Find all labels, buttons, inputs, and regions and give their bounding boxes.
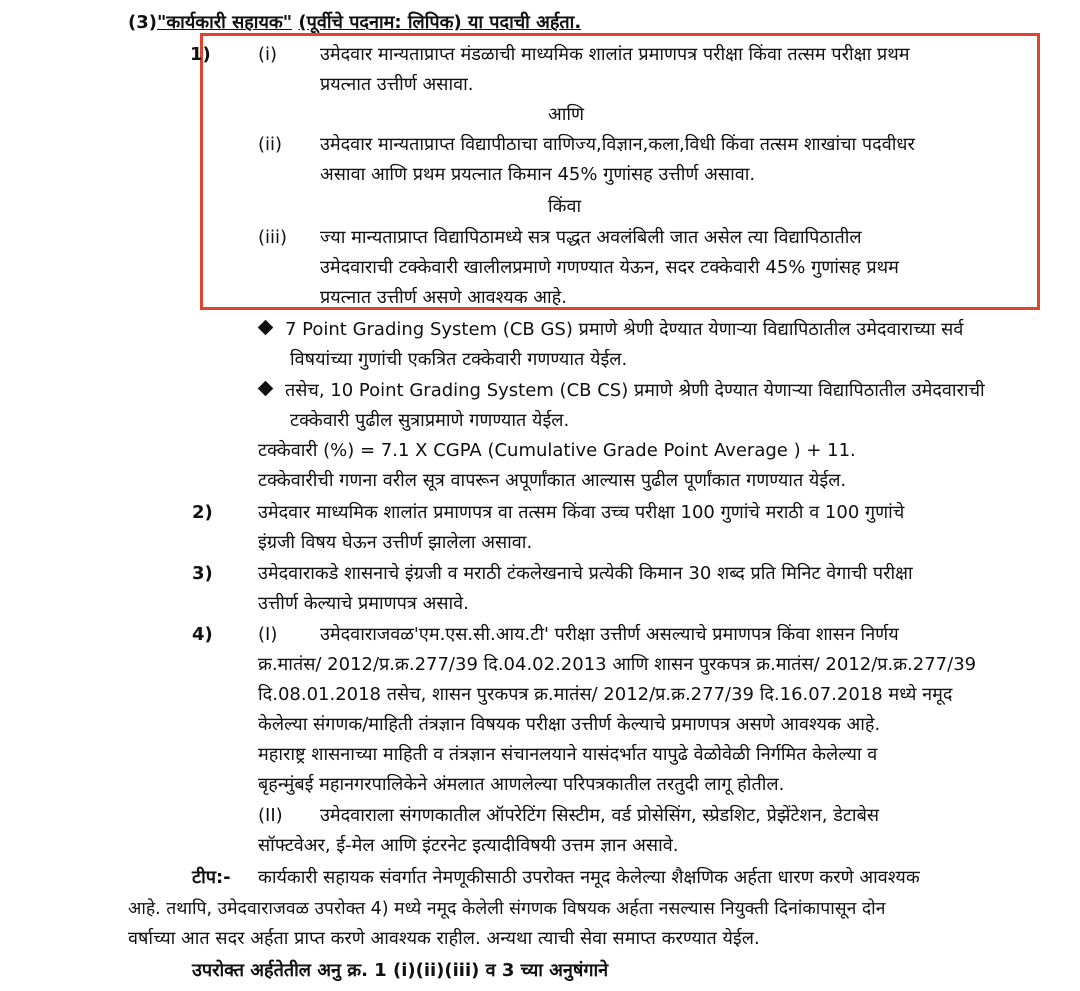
item-ii-line1: उमेदवार मान्यताप्राप्त विद्यापीठाचा वाणिज्य,विज्ञान,कला,विधी किंवा तत्सम शाखांचा पदवीधर [320,134,915,155]
item-i-line2: प्रयत्नात उत्तीर्ण असावा. [320,74,474,95]
section-2-line2: इंग्रजी विषय घेऊन उत्तीर्ण झालेला असावा. [258,532,533,553]
section-4-i-line2: क्र.मातंस/ 2012/प्र.क्र.277/39 दि.04.02.2013 आणि शासन पुरकपत्र क्र.मातंस/ 2012/प्र.क्र.277/39 [258,654,977,675]
and-connector: आणि [548,104,585,125]
item-iii-line1: ज्या मान्यताप्राप्त विद्यापिठामध्ये सत्र पद्धत अवलंबिली जात असेल त्या विद्यापिठातील [320,227,862,248]
bullet-2-line2: टक्केवारी पुढील सुत्राप्रमाणे गणण्यात येईल. [290,410,570,431]
note-line2: आहे. तथापि, उमेदवाराजवळ उपरोक्त 4) मध्ये नमूद केलेली संगणक विषयक अर्हता नसल्यास नियुक्ती दिनांकापासून दोन [128,899,886,919]
note-line3: वर्षाच्या आत सदर अर्हता प्राप्त करणे आवश्यक राहील. अन्यथा त्याची सेवा समाप्त करण्यात येईल. [128,928,760,949]
footer-heading: उपरोक्त अर्हतेतील अनु क्र. 1 (i)(ii)(iii) व 3 च्या अनुषंगाने [192,960,609,981]
section-3-line1: उमेदवाराकडे शासनाचे इंग्रजी व मराठी टंकलेखनाचे प्रत्येकी किमान 30 शब्द प्रति मिनिट वेगाची परीक्षा [258,563,913,584]
section-4-i-line6: बृहन्मुंबई महानगरपालिकेने अंमलात आणलेल्या परिपत्रकातील तरतुदी लागू होतील. [258,774,785,795]
heading-subtitle: (पूर्वीचे पदनाम: लिपिक) या पदाची अर्हता. [298,12,582,33]
item-ii-label: (ii) [258,134,283,155]
item-i-line1: उमेदवार मान्यताप्राप्त मंडळाची माध्यमिक शालांत प्रमाणपत्र परीक्षा किंवा तत्सम परीक्षा प्रथम [320,44,910,65]
section-4-marker: 4) [192,624,213,645]
section-4-i-line5: महाराष्ट्र शासनाच्या माहिती व तंत्रज्ञान संचानलयाने यासंदर्भात यापुढे वेळोवेळी निर्गमित केलेल्या व [258,744,878,765]
section-2-line1: उमेदवार माध्यमिक शालांत प्रमाणपत्र वा तत्सम किंवा उच्च परीक्षा 100 गुणांचे मराठी व 100 गुणांचे [258,502,905,523]
formula: टक्केवारी (%) = 7.1 X CGPA (Cumulative Grade Point Average ) + 11. [258,440,856,461]
bullet-1 [260,319,963,341]
section-4-i-line3: दि.08.01.2018 तसेच, शासन पुरकपत्र क्र.मातंस/ 2012/प्र.क्र.277/39 दि.16.07.2018 मध्ये नमूद [258,684,953,705]
section-4-ii-label: (II) [258,805,283,826]
section-4-i-label: (I) [258,624,278,645]
bullet-1-line1: 7 Point Grading System (CB GS) प्रमाणे श्रेणी देण्यात येणाऱ्या विद्यापिठातील उमेदवाराच्या सर्व [285,319,964,340]
rounding-note: टक्केवारीची गणना वरील सूत्र वापरून अपूर्णांकात आल्यास पुढील पूर्णांकात गणण्यात येईल. [258,470,847,491]
section-1-marker: 1) [190,44,211,65]
item-iii-line3: प्रयत्नात उत्तीर्ण असणे आवश्यक आहे. [320,287,567,308]
item-iii-label: (iii) [258,227,288,248]
item-iii-line2: उमेदवाराची टक्केवारी खालीलप्रमाणे गणण्यात येऊन, सदर टक्केवारी 45% गुणांसह प्रथम [320,257,899,278]
item-i-label: (i) [258,44,278,65]
or-connector: किंवा [548,196,582,217]
bullet-1-line2: विषयांच्या गुणांची एकत्रित टक्केवारी गणण्यात येईल. [290,349,628,370]
bullet-2 [260,380,985,402]
item-ii-line2: असावा आणि प्रथम प्रयत्नात किमान 45% गुणांसह उत्तीर्ण असावा. [320,164,756,185]
section-4-i-line1: उमेदवाराजवळ'एम.एस.सी.आय.टी' परीक्षा उत्तीर्ण असल्याचे प्रमाणपत्र किंवा शासन निर्णय [320,624,899,645]
note-label: टीप:- [192,867,231,888]
section-3-line2: उत्तीर्ण केल्याचे प्रमाणपत्र असावे. [258,593,469,614]
section-4-ii-line1: उमेदवाराला संगणकातील ऑपरेटिंग सिस्टीम, वर्ड प्रोसेसिंग, स्प्रेडशिट, प्रेझेंटेशन, डेटाबेस [320,805,880,826]
heading-title: "कार्यकारी सहायक" [156,12,293,33]
section-2-marker: 2) [192,502,213,523]
diamond-bullet-icon [258,320,274,336]
section-4-i-line4: केलेल्या संगणक/माहिती तंत्रज्ञान विषयक परीक्षा उत्तीर्ण केल्याचे प्रमाणपत्र असणे आवश्यक आहे. [258,714,881,735]
section-4-ii-line2: सॉफ्टवेअर, ई-मेल आणि इंटरनेट इत्यादीविषयी उत्तम ज्ञान असावे. [258,835,679,856]
section-heading [128,12,581,34]
bullet-2-line1: तसेच, 10 Point Grading System (CB CS) प्रमाणे श्रेणी देण्यात येणाऱ्या विद्यापिठातील उमेदवाराची [285,380,985,401]
diamond-bullet-icon [258,381,274,397]
section-3-marker: 3) [192,563,213,584]
note-line1: कार्यकारी सहायक संवर्गात नेमणूकीसाठी उपरोक्त नमूद केलेल्या शैक्षणिक अर्हता धारण करणे आवश्यक [258,867,920,888]
heading-number: (3) [128,12,157,33]
